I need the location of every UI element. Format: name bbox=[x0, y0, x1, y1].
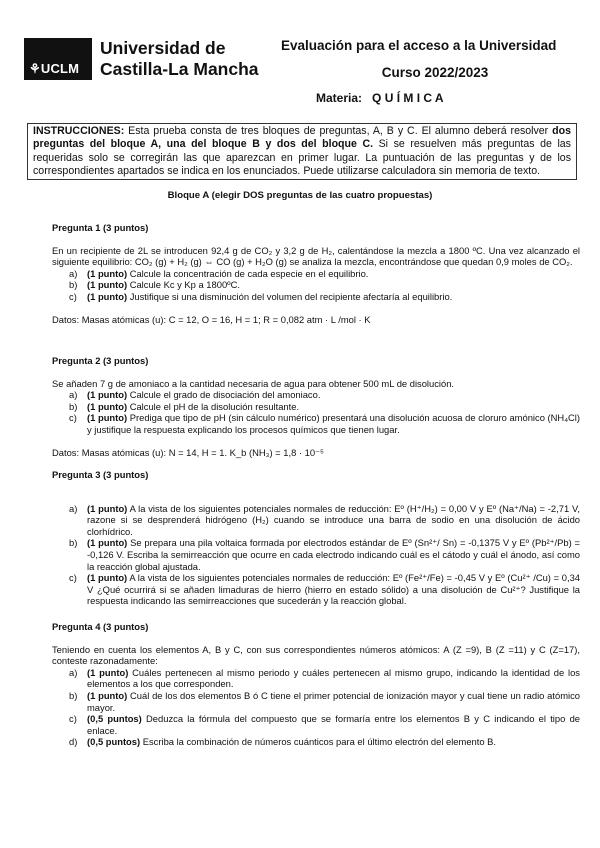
item-label: c) bbox=[69, 713, 77, 725]
question-item bbox=[52, 401, 580, 413]
question-intro: Se añaden 7 g de amoniaco a la cantidad necesaria de agua para obtener 500 mL de disolución. bbox=[52, 377, 455, 389]
item-points: (1 punto) bbox=[87, 400, 128, 412]
question-2 bbox=[52, 355, 580, 458]
item-text: Prediga que tipo de pH (sin cálculo numérico) presentará una disolución acuosa de cloruro amónico (NH₄Cl) y justifique la respuesta explicando los procesos químicos que tienen lugar. bbox=[87, 412, 581, 435]
item-text: Calcule el pH de la disolución resultante. bbox=[127, 400, 300, 412]
question-title: Pregunta 2 (3 puntos) bbox=[52, 355, 149, 366]
item-label: b) bbox=[69, 400, 78, 412]
question-data: Datos: Masas atómicas (u): C = 12, O = 16, H = 1; R = 0,082 atm · L /mol · K bbox=[52, 313, 371, 325]
question-3 bbox=[52, 469, 580, 607]
question-title: Pregunta 3 (3 puntos) bbox=[52, 469, 149, 480]
item-points: (1 punto) bbox=[87, 290, 128, 302]
item-points: (1 punto) bbox=[87, 389, 128, 401]
item-points: (1 punto) bbox=[87, 502, 128, 514]
question-item bbox=[52, 690, 580, 713]
item-text: Justifique si una disminución del volumen del recipiente afectaría al equilibrio. bbox=[127, 290, 453, 302]
item-points: (1 punto) bbox=[87, 689, 128, 701]
item-label: d) bbox=[69, 736, 78, 748]
question-item bbox=[52, 279, 580, 291]
item-points: (1 punto) bbox=[87, 412, 128, 424]
course: Curso 2022/2023 bbox=[381, 65, 489, 80]
question-intro: Teniendo en cuenta los elementos A, B y C, con sus correspondientes números atómicos: A (Z =9), B (Z =11) y C (Z=17), conteste razonadamente: bbox=[52, 643, 580, 667]
item-text: Escriba la combinación de números cuánticos para el último electrón del elemento B. bbox=[140, 736, 497, 748]
item-text: Cuál de los dos elementos B ó C tiene el primer potencial de ionización mayor y cual tiene un radio atómico mayor. bbox=[87, 689, 580, 713]
item-label: b) bbox=[69, 689, 78, 701]
instructions-text-2: Si se resuelven más preguntas de las requeridas solo se corregirán las que aparezcan en primer lugar. La puntuación de las preguntas y de los correspondientes apartados se indica en los enunciados. Puede utilizarse calculadora sin memoria de texto. bbox=[33, 138, 571, 177]
item-text: Cuáles pertenecen al mismo periodo y cuáles pertenecen al mismo grupo, indicando la identidad de los elementos a los que corresponden. bbox=[87, 666, 580, 690]
item-text: Se prepara una pila voltaica formada por electrodos estándar de Eº (Sn²⁺/ Sn) = -0,1375 V y Eº (Pb²⁺/Pb) = -0,126 V. Escriba la semirreacción que ocurre en cada electrodo indicando cuál es el cátodo y cuál el ánodo, así como la reacción global ajustada. bbox=[87, 537, 580, 572]
item-label: a) bbox=[69, 267, 78, 279]
question-item bbox=[52, 713, 580, 736]
university-name-line2: Castilla-La Mancha bbox=[100, 59, 259, 79]
item-label: c) bbox=[69, 412, 77, 424]
question-4 bbox=[52, 621, 580, 748]
question-item bbox=[52, 572, 580, 607]
block-title: Bloque A (elegir DOS preguntas de las cuatro propuestas) bbox=[167, 190, 433, 201]
item-label: a) bbox=[69, 389, 78, 401]
question-intro: En un recipiente de 2L se introducen 92,4 g de CO₂ y 3,2 g de H₂, calentándose la mezcla a 1800 ºC. Una vez alcanzado el siguiente equilibrio: CO₂ (g) + H₂ (g) ⇔ CO (g) + H₂O (g) se analiza la mezcla, encontrándose que quedan 0,9 moles de CO₂. bbox=[52, 244, 580, 268]
item-points: (1 punto) bbox=[87, 572, 128, 584]
question-item bbox=[52, 412, 580, 435]
question-item bbox=[52, 268, 580, 280]
item-label: a) bbox=[69, 502, 78, 514]
instructions-label: INSTRUCCIONES: bbox=[33, 125, 125, 137]
item-text: A la vista de los siguientes potenciales normales de reducción: Eº (H⁺/H₂) = 0,00 V y Eº (Na⁺/Na) = -2,71 V, razone si se desprenderá hidrógeno (H₂) cuando se introduce una barra de sodio en una disolución de ácido clorhídrico. bbox=[87, 502, 580, 537]
subject: Q U Í M I C A bbox=[372, 91, 444, 105]
item-label: c) bbox=[69, 572, 77, 584]
item-label: c) bbox=[69, 290, 77, 302]
question-title: Pregunta 4 (3 puntos) bbox=[52, 621, 149, 632]
question-item bbox=[52, 291, 580, 303]
item-text: Calcule Kc y Kp a 1800ºC. bbox=[127, 279, 240, 291]
question-data: Datos: Masas atómicas (u): N = 14, H = 1. K_b (NH₃) = 1,8 · 10⁻⁵ bbox=[52, 446, 324, 458]
instructions-bold: dos preguntas del bloque A, una del bloque B y dos del bloque C. bbox=[33, 125, 571, 151]
subject-label: Materia: bbox=[316, 91, 363, 105]
question-item bbox=[52, 389, 580, 401]
exam-title: Evaluación para el acceso a la Universidad bbox=[281, 38, 557, 53]
item-points: (1 punto) bbox=[87, 267, 128, 279]
university-name-line1: Universidad de bbox=[100, 38, 226, 58]
item-label: b) bbox=[69, 279, 78, 291]
item-points: (1 punto) bbox=[87, 279, 128, 291]
item-label: b) bbox=[69, 537, 78, 549]
item-text: Calcule el grado de disociación del amoniaco. bbox=[127, 389, 321, 401]
question-1 bbox=[52, 222, 580, 325]
instructions-box bbox=[27, 123, 577, 180]
item-text: A la vista de los siguientes potenciales normales de reducción: Eº (Fe²⁺/Fe) = -0,45 V y Eº (Cu²⁺ /Cu) = 0,34 V ¿Qué ocurrirá si se añaden limaduras de hierro (hierro en estado sólido) a una disolución de Cu²⁺? Justifique la respuesta indicando las semirreacciones que sucederán y la reacción global. bbox=[87, 572, 580, 607]
question-item bbox=[52, 503, 580, 538]
item-points: (1 punto) bbox=[87, 537, 128, 549]
subject-line bbox=[316, 91, 444, 105]
item-points: (0,5 puntos) bbox=[87, 736, 141, 748]
question-item bbox=[52, 736, 580, 748]
question-title: Pregunta 1 (3 puntos) bbox=[52, 222, 149, 233]
uclm-logo bbox=[24, 38, 92, 80]
instructions-text: Esta prueba consta de tres bloques de preguntas, A, B y C. El alumno deberá resolver bbox=[124, 125, 553, 137]
item-points: (0,5 puntos) bbox=[87, 713, 142, 725]
item-label: a) bbox=[69, 666, 78, 678]
item-points: (1 punto) bbox=[87, 666, 129, 678]
item-text: Deduzca la fórmula del compuesto que se formaría entre los elementos B y C indicando el tipo de enlace. bbox=[87, 713, 580, 736]
item-text: Calcule la concentración de cada especie en el equilibrio. bbox=[127, 267, 369, 279]
question-item bbox=[52, 667, 580, 690]
logo-text: ⚘UCLM bbox=[29, 61, 80, 76]
question-item bbox=[52, 537, 580, 572]
